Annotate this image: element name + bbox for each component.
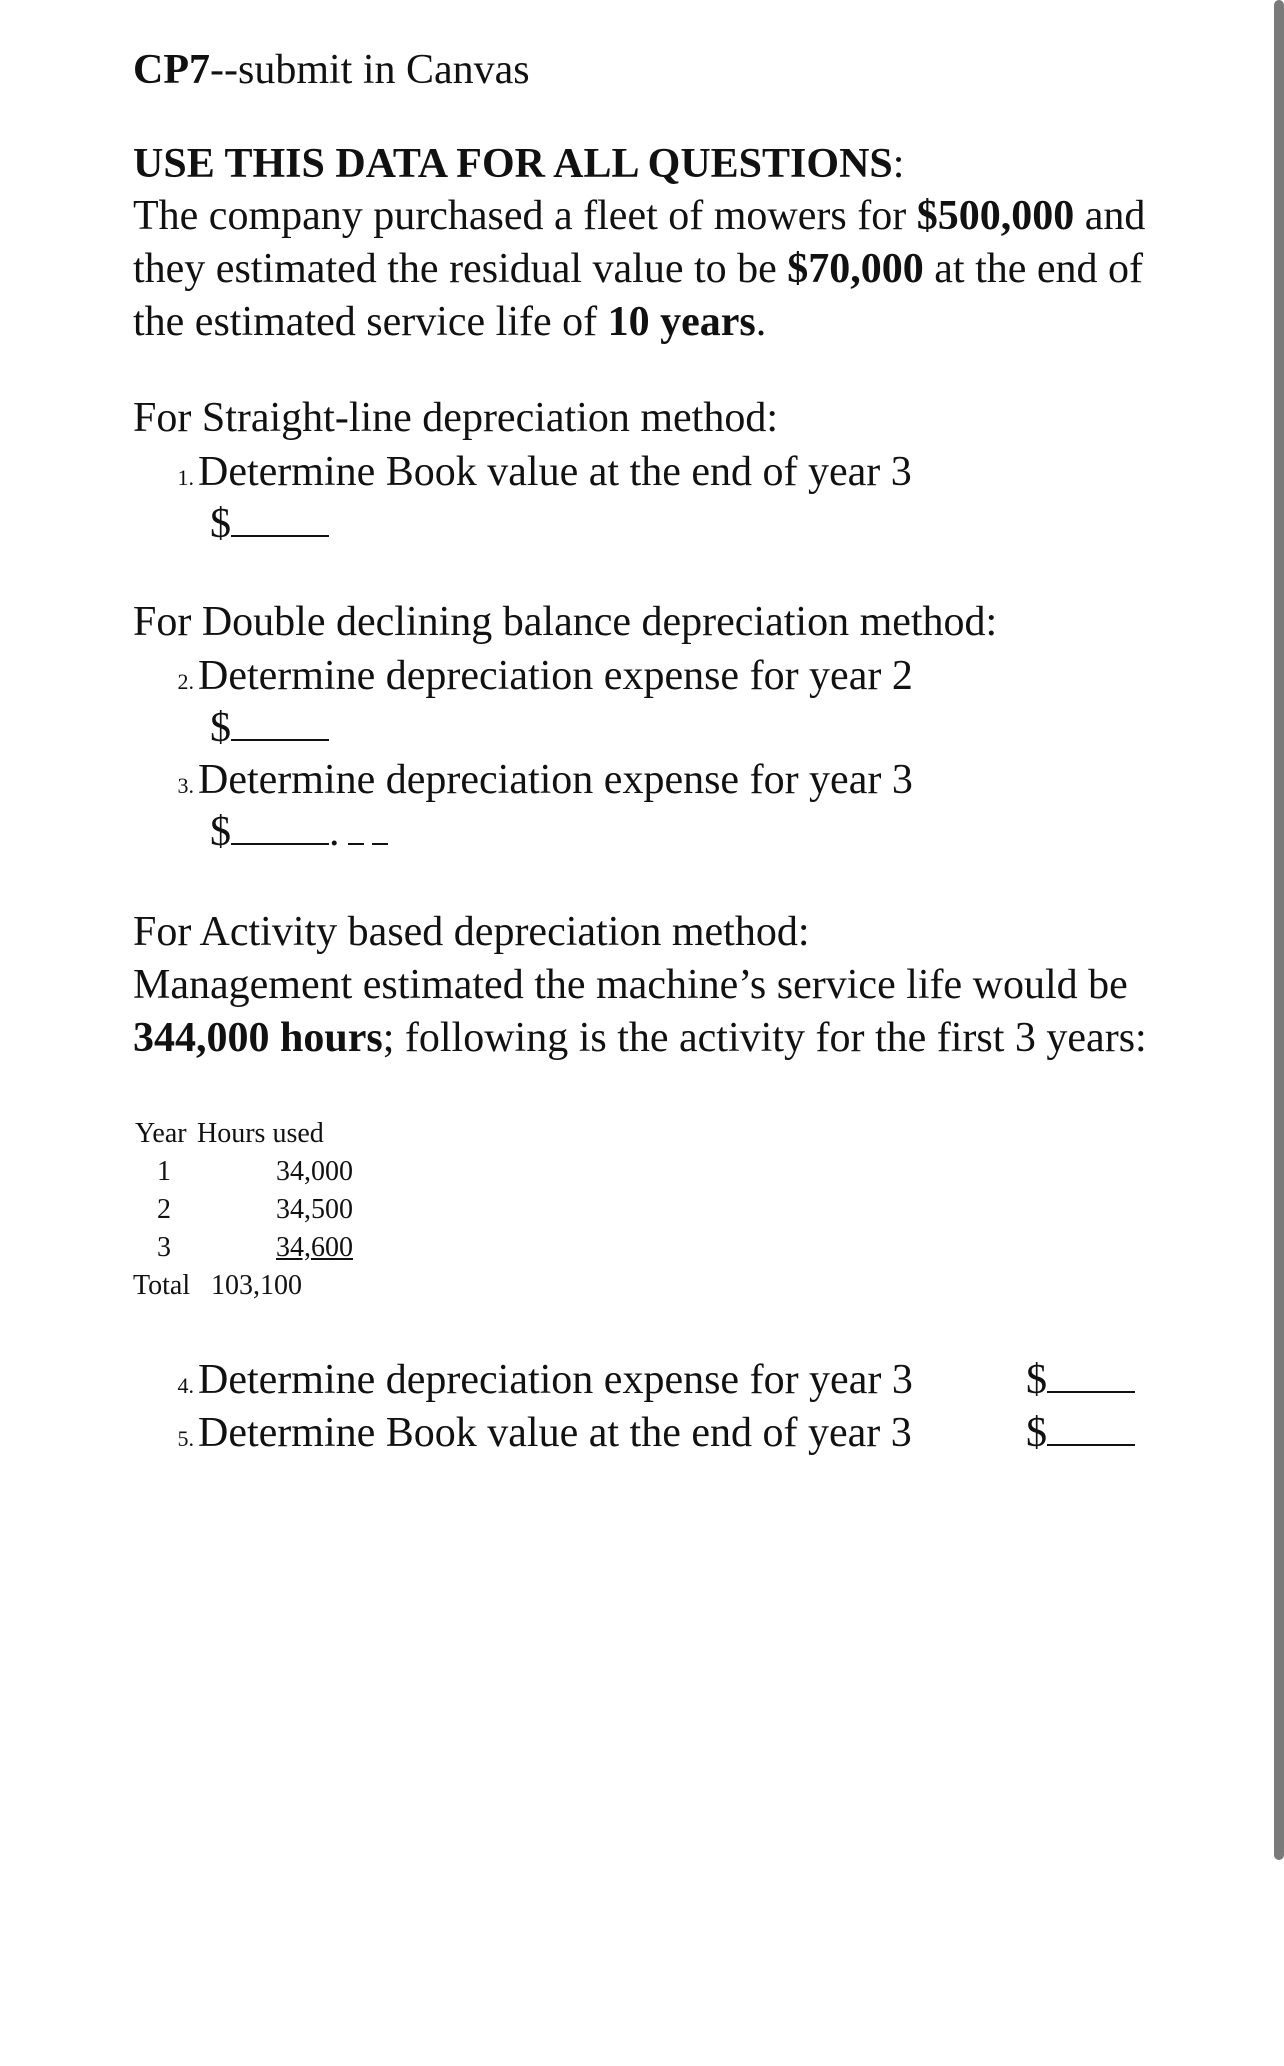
question-4: 4.Determine depreciation expense for year 3 bbox=[177, 1357, 913, 1403]
answer-line[interactable] bbox=[231, 809, 329, 845]
assignment-code: CP7 bbox=[133, 47, 210, 93]
question-3: 3.Determine depreciation expense for year 3 bbox=[177, 757, 913, 803]
data-instruction-label: USE THIS DATA FOR ALL QUESTIONS bbox=[133, 141, 893, 187]
cents-line-1[interactable] bbox=[348, 813, 364, 845]
activity-heading: For Activity based depreciation method: bbox=[133, 909, 810, 955]
answer-line[interactable] bbox=[231, 705, 329, 741]
activity-description: Management estimated the machine’s service life would be 344,000 hours; following is the activity for the first 3 years: bbox=[133, 962, 1147, 1061]
answer-line[interactable] bbox=[231, 501, 329, 537]
table-row: 1 34,000 bbox=[157, 1156, 353, 1187]
assignment-suffix: --submit in Canvas bbox=[210, 47, 530, 93]
table-total-row: Total 103,100 bbox=[133, 1270, 302, 1301]
question-2: 2.Determine depreciation expense for year 2 bbox=[177, 653, 913, 699]
cents-line-2[interactable] bbox=[372, 813, 388, 845]
answer-3-blank[interactable]: $ . bbox=[210, 806, 388, 858]
data-instruction: USE THIS DATA FOR ALL QUESTIONS: bbox=[133, 141, 905, 187]
problem-statement: The company purchased a fleet of mowers for $500,000 and they estimated the residual value to be $70,000 at the end of the estimated service life of 10 years. bbox=[133, 193, 1146, 345]
table-row: 3 34,600 bbox=[157, 1232, 353, 1263]
answer-4-blank[interactable]: $ bbox=[1026, 1354, 1135, 1407]
purchase-cost: $500,000 bbox=[916, 193, 1075, 239]
ddb-heading: For Double declining balance depreciation method: bbox=[133, 599, 998, 645]
hours-table bbox=[135, 1115, 353, 1305]
question-1: 1.Determine Book value at the end of year 3 bbox=[177, 449, 912, 495]
answer-5-blank[interactable]: $ bbox=[1026, 1407, 1135, 1460]
residual-value: $70,000 bbox=[787, 246, 924, 292]
answer-2-blank[interactable]: $ bbox=[210, 702, 329, 754]
vertical-scrollbar[interactable] bbox=[1274, 0, 1284, 1860]
straight-line-heading: For Straight-line depreciation method: bbox=[133, 395, 779, 441]
service-life: 10 years bbox=[607, 299, 756, 345]
table-header: Year Hours used bbox=[135, 1118, 324, 1149]
table-row: 2 34,500 bbox=[157, 1194, 353, 1225]
assignment-title bbox=[133, 44, 530, 96]
answer-1-blank[interactable]: $ bbox=[210, 498, 329, 550]
question-5: 5.Determine Book value at the end of year 3 bbox=[177, 1410, 912, 1456]
estimated-hours: 344,000 hours bbox=[133, 1015, 383, 1061]
answer-line[interactable] bbox=[1047, 1357, 1135, 1393]
answer-line[interactable] bbox=[1047, 1410, 1135, 1446]
